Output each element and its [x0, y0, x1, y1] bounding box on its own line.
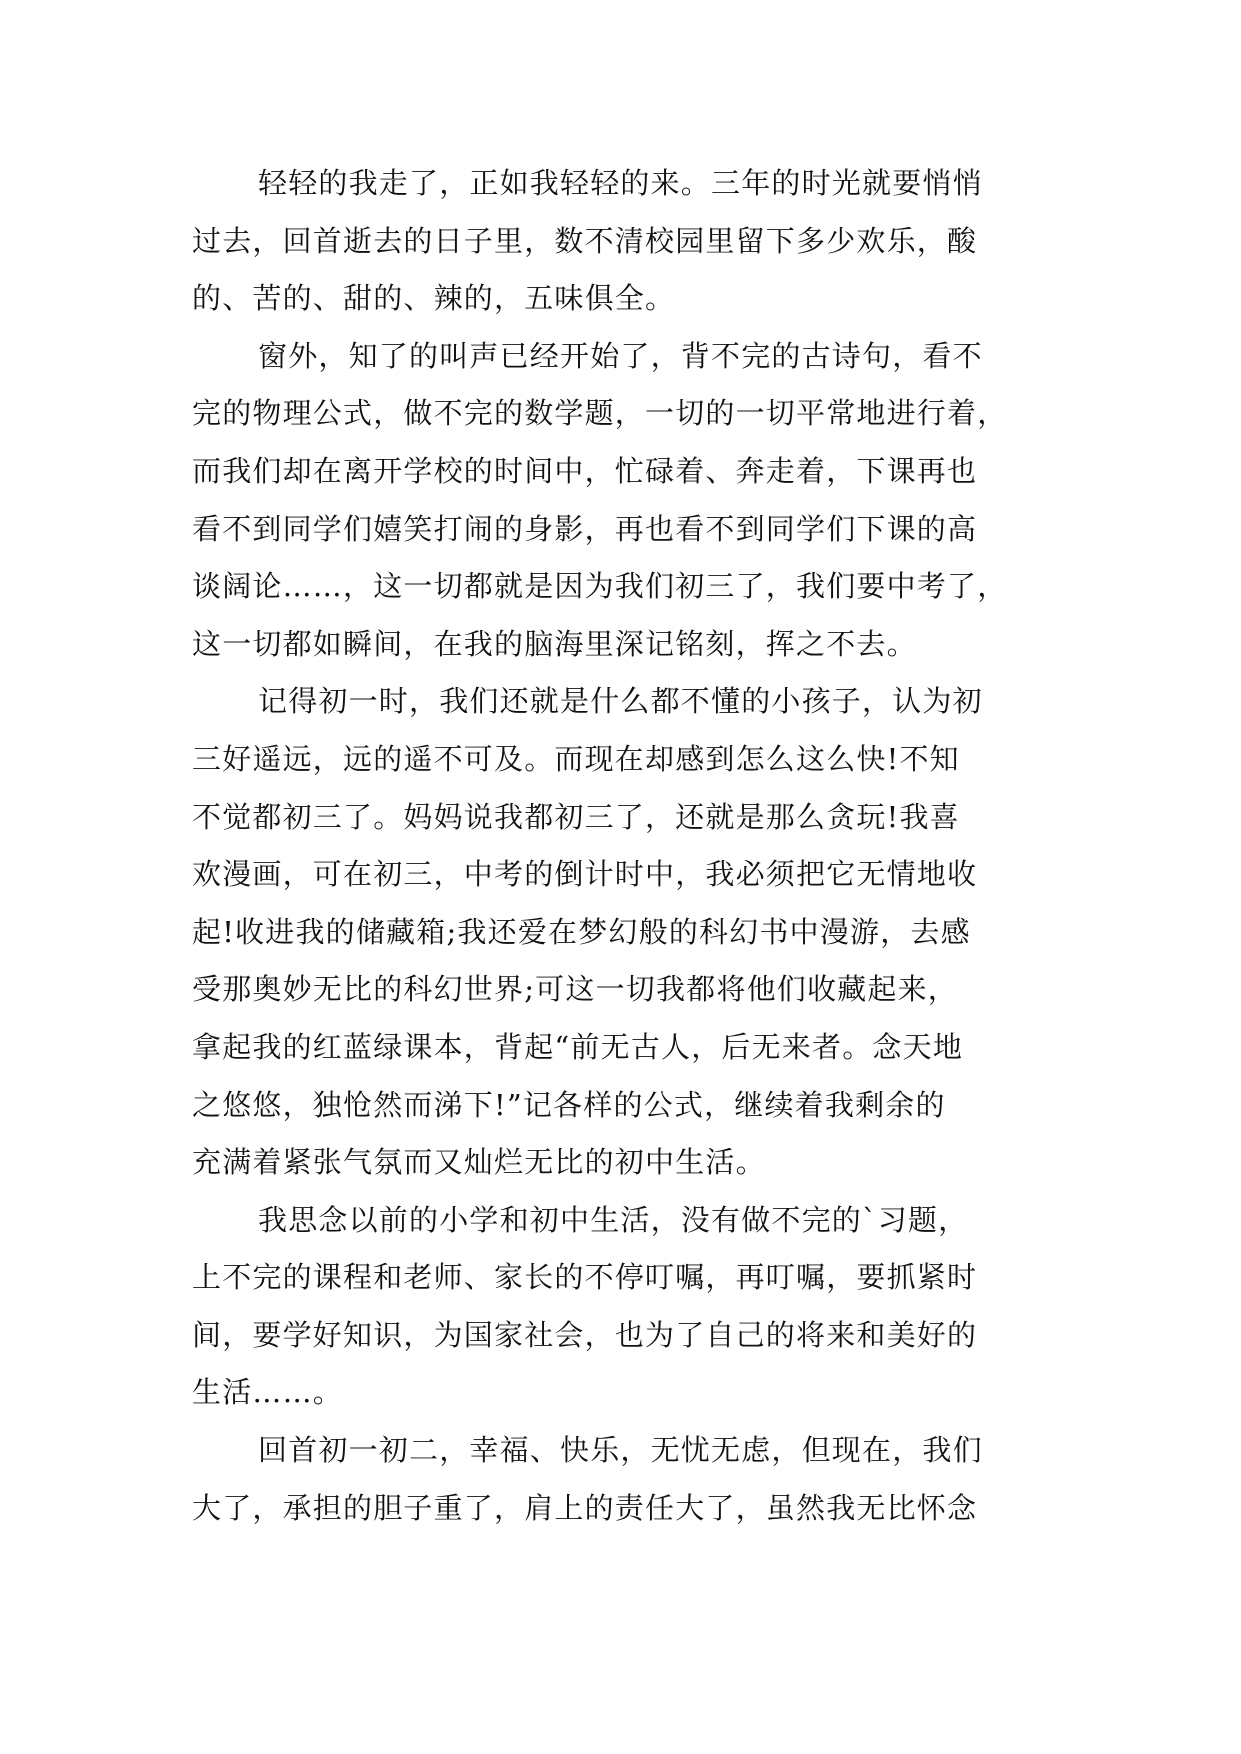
- paragraph: [192, 1192, 1052, 1422]
- text-line: 受那奥妙无比的科幻世界;可这一切我都将他们收藏起来，: [192, 972, 958, 1007]
- text-line: 拿起我的红蓝绿课本，背起“前无古人，后无来者。念天地: [192, 1029, 964, 1064]
- text-line: 起!收进我的储藏箱;我还爱在梦幻般的科幻书中漫游，去感: [192, 914, 971, 949]
- text-line: 大了，承担的胆子重了，肩上的责任大了，虽然我无比怀念: [192, 1490, 978, 1525]
- text-line: 充满着紧张气氛而又灿烂无比的初中生活。: [192, 1145, 766, 1180]
- text-line: 的、苦的、甜的、辣的，五味俱全。: [192, 281, 676, 316]
- text-line: 不觉都初三了。妈妈说我都初三了，还就是那么贪玩!我喜: [192, 799, 960, 834]
- text-line: 这一切都如瞬间，在我的脑海里深记铭刻，挥之不去。: [192, 626, 917, 661]
- text-line: 三好遥远，远的遥不可及。而现在却感到怎么这么快!不知: [192, 741, 960, 776]
- text-line: 记得初一时，我们还就是什么都不懂的小孩子，认为初: [258, 684, 983, 719]
- text-line: 我思念以前的小学和初中生活，没有做不完的`习题，: [258, 1202, 969, 1237]
- text-line: 生活……。: [192, 1375, 344, 1410]
- text-line: 谈阔论……，这一切都就是因为我们初三了，我们要中考了，: [192, 569, 1008, 604]
- text-line: 欢漫画，可在初三，中考的倒计时中，我必须把它无情地收: [192, 857, 978, 892]
- text-line: 之悠悠，独怆然而涕下!”记各样的公式，继续着我剩余的: [192, 1087, 946, 1122]
- paragraph: [192, 1422, 1052, 1537]
- document-body: [192, 155, 1052, 1537]
- paragraph: [192, 155, 1052, 328]
- text-line: 间，要学好知识，为国家社会，也为了自己的将来和美好的: [192, 1317, 978, 1352]
- text-line: 过去，回首逝去的日子里，数不清校园里留下多少欢乐，酸: [192, 223, 978, 258]
- text-line: 轻轻的我走了，正如我轻轻的来。三年的时光就要悄悄: [258, 166, 983, 200]
- text-line: 而我们却在离开学校的时间中，忙碌着、奔走着，下课再也: [192, 453, 978, 488]
- paragraph: [192, 673, 1052, 1191]
- text-line: 看不到同学们嬉笑打闹的身影，再也看不到同学们下课的高: [192, 511, 978, 546]
- text-line: 回首初一初二，幸福、快乐，无忧无虑，但现在，我们: [258, 1433, 983, 1468]
- text-line: 上不完的课程和老师、家长的不停叮嘱，再叮嘱，要抓紧时: [192, 1260, 978, 1295]
- text-line: 窗外，知了的叫声已经开始了，背不完的古诗句，看不: [258, 338, 983, 373]
- paragraph: [192, 328, 1052, 674]
- text-line: 完的物理公式，做不完的数学题，一切的一切平常地进行着，: [192, 396, 1008, 431]
